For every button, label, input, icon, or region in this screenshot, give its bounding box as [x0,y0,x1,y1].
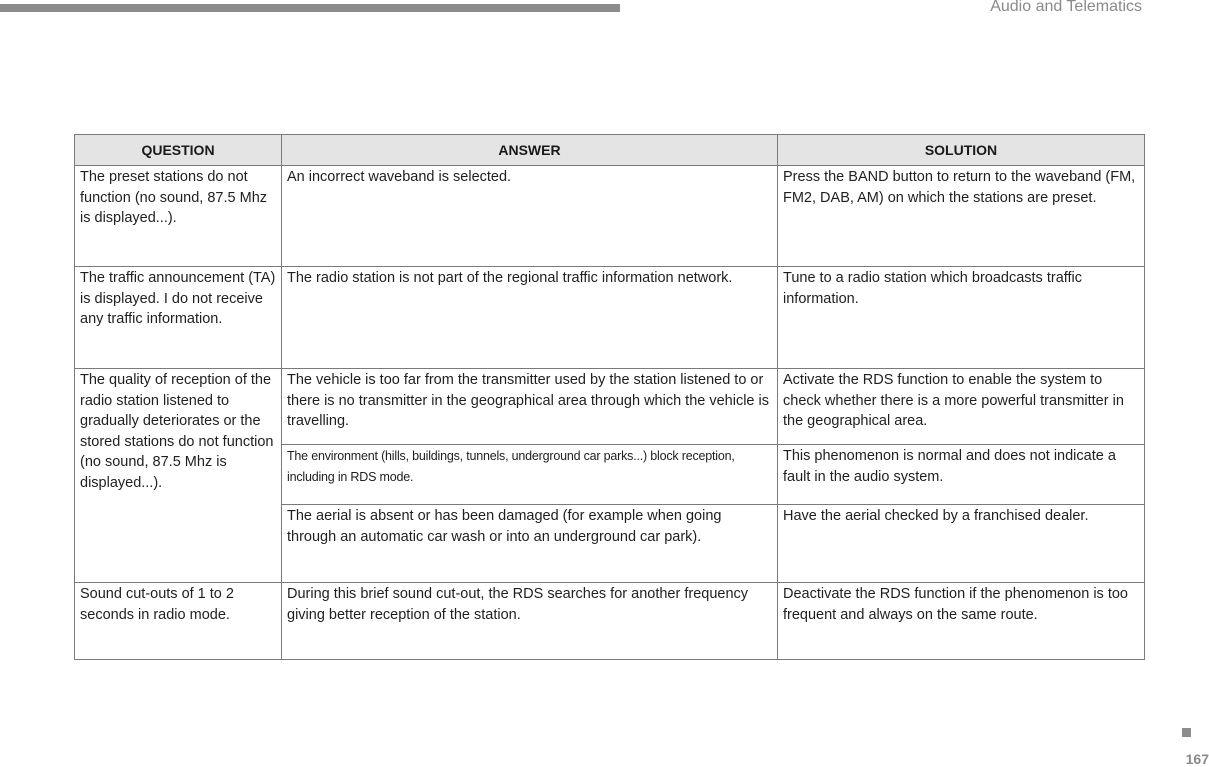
answer-cell: The radio station is not part of the regional traffic information network. [282,267,778,369]
solution-cell: Press the BAND button to return to the waveband (FM, FM2, DAB, AM) on which the stations are preset. [778,166,1145,267]
faq-table [74,134,1145,660]
question-cell: The traffic announcement (TA) is displayed. I do not receive any traffic information. [75,267,282,369]
column-header-question: QUESTION [75,135,282,166]
solution-cell: Deactivate the RDS function if the phenomenon is too frequent and always on the same route. [778,583,1145,660]
question-cell: Sound cut-outs of 1 to 2 seconds in radio mode. [75,583,282,660]
answer-cell: An incorrect waveband is selected. [282,166,778,267]
solution-cell: Have the aerial checked by a franchised dealer. [778,505,1145,583]
table-row [75,166,1145,267]
table-row [75,369,1145,445]
question-cell: The quality of reception of the radio station listened to gradually deteriorates or the stored stations do not function (no sound, 87.5 Mhz is displayed...). [75,369,282,583]
answer-cell: During this brief sound cut-out, the RDS searches for another frequency giving better reception of the station. [282,583,778,660]
answer-cell: The environment (hills, buildings, tunnels, underground car parks...) block reception, including in RDS mode. [282,445,778,505]
solution-cell: Activate the RDS function to enable the system to check whether there is a more powerful transmitter in the geographical area. [778,369,1145,445]
page-number: 167 [1185,751,1209,767]
question-cell: The preset stations do not function (no sound, 87.5 Mhz is displayed...). [75,166,282,267]
solution-cell: Tune to a radio station which broadcasts traffic information. [778,267,1145,369]
answer-cell: The vehicle is too far from the transmitter used by the station listened to or there is no transmitter in the geographical area through which the vehicle is travelling. [282,369,778,445]
section-title: Audio and Telematics [990,0,1142,15]
answer-cell: The aerial is absent or has been damaged (for example when going through an automatic car wash or into an underground car park). [282,505,778,583]
header-rule [0,4,620,12]
column-header-solution: SOLUTION [778,135,1145,166]
table-row [75,583,1145,660]
table-row [75,267,1145,369]
table-header-row [75,135,1145,166]
page-marker-square [1182,728,1191,737]
solution-cell: This phenomenon is normal and does not indicate a fault in the audio system. [778,445,1145,505]
column-header-answer: ANSWER [282,135,778,166]
